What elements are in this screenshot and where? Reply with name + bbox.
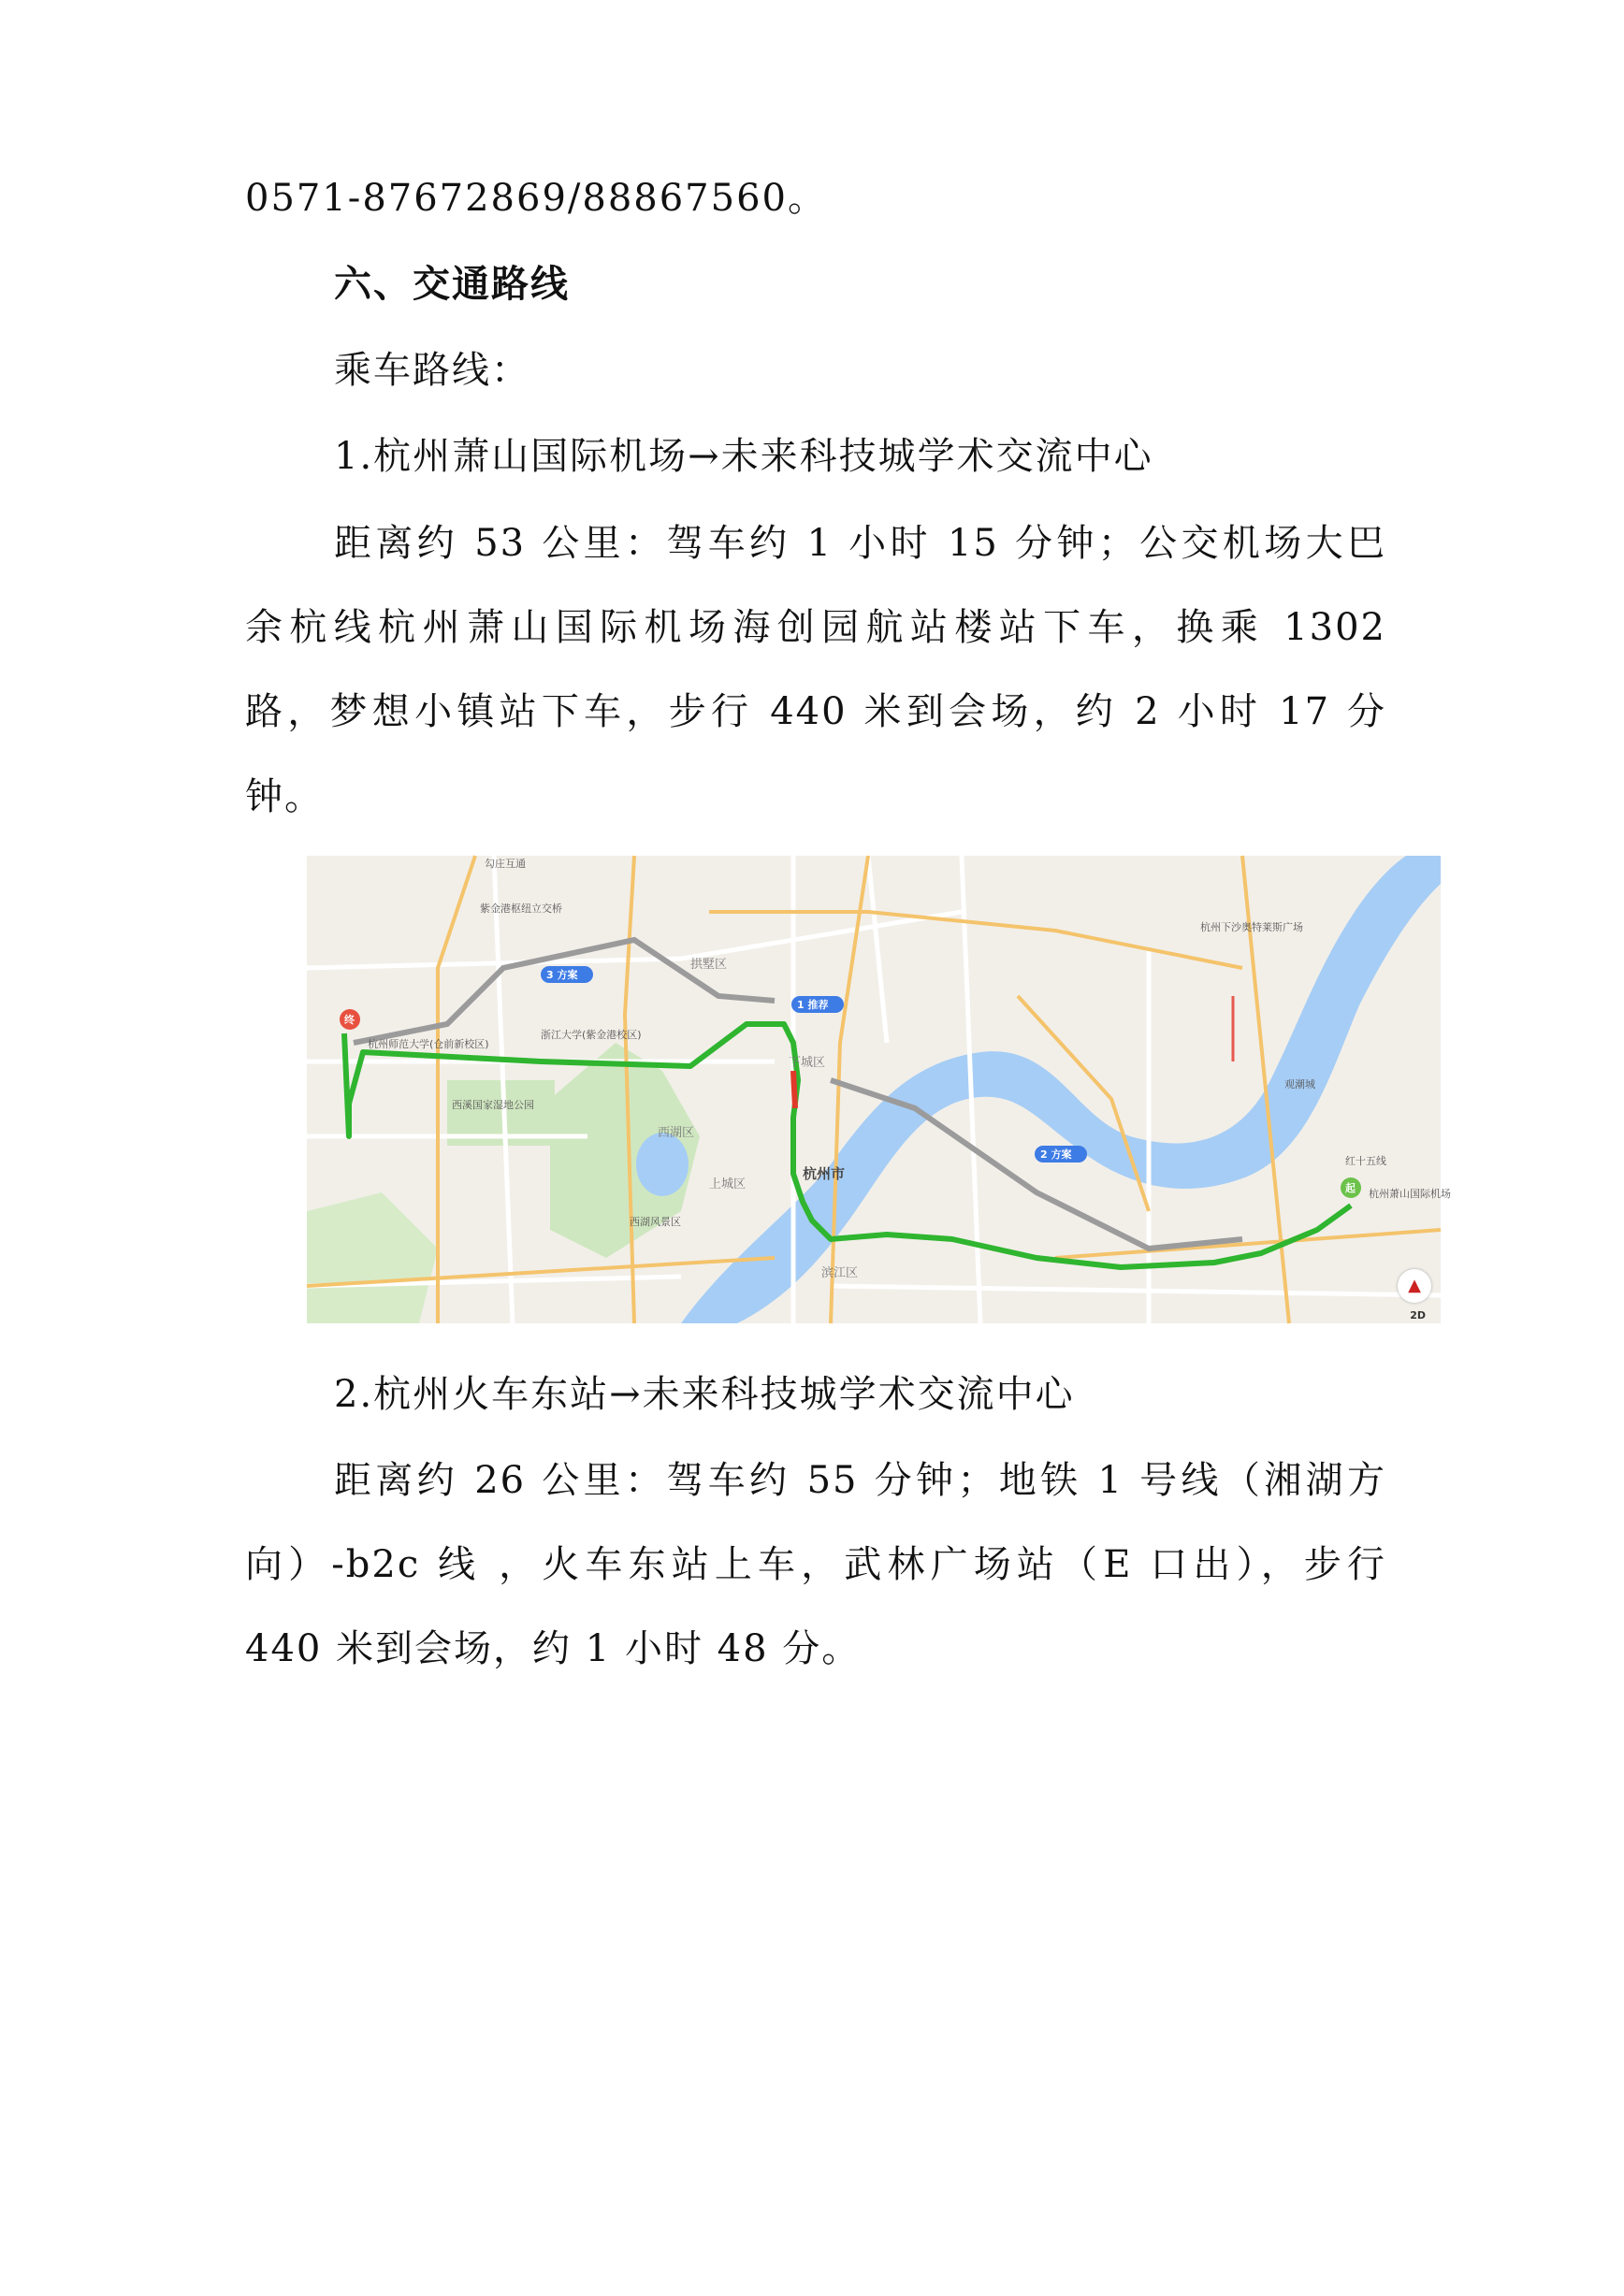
contact-phone: 0571-87672869/88867560。 <box>245 177 827 220</box>
route2-line-2: 向）-b2c 线 ，火车东站上车，武林广场站（E 口出），步行 <box>245 1543 1386 1586</box>
west-lake <box>636 1133 689 1196</box>
xiasha-label: 杭州下沙奥特莱斯广场 <box>1200 921 1303 933</box>
dest-marker-label: 终 <box>344 1014 355 1026</box>
hongshiwu-label: 红十五线 <box>1345 1155 1386 1167</box>
shangcheng-label: 上城区 <box>709 1177 747 1191</box>
west-hills <box>307 1192 438 1323</box>
compass-icon[interactable]: ▲ <box>1398 1269 1431 1303</box>
airport-label: 杭州萧山国际机场 <box>1369 1188 1451 1200</box>
binjiang-label: 滨江区 <box>821 1266 859 1280</box>
xihu-scenic-label: 西湖风景区 <box>630 1216 681 1228</box>
section-heading: 六、交通路线 <box>334 263 570 306</box>
route1-line-2: 余杭线杭州萧山国际机场海创园航站楼站下车，换乘 1302 <box>245 606 1386 649</box>
school-label: 杭州师范大学(仓前新校区) <box>368 1038 489 1050</box>
route2-line-1: 距离约 26 公里：驾车约 55 分钟；地铁 1 号线（湘湖方 <box>334 1459 1386 1502</box>
plan3-label: 3 方案 <box>546 969 578 981</box>
route2-line-3: 440 米到会场，约 1 小时 48 分。 <box>245 1627 862 1670</box>
zju-label: 浙江大学(紫金港校区) <box>541 1029 642 1041</box>
route-map <box>307 856 1451 1323</box>
start-marker-label: 起 <box>1345 1182 1356 1194</box>
route2-title: 2.杭州火车东站→未来科技城学术交流中心 <box>334 1373 1075 1416</box>
route1-title: 1.杭州萧山国际机场→未来科技城学术交流中心 <box>334 435 1153 478</box>
plan1-label: 1 推荐 <box>797 999 829 1011</box>
xihu-district-label: 西湖区 <box>658 1126 695 1140</box>
map-canvas <box>307 856 1451 1323</box>
plan2-label: 2 方案 <box>1040 1148 1072 1161</box>
xiacheng-label: 下城区 <box>789 1056 826 1070</box>
gouzhuang-label: 勾庄互通 <box>485 858 526 870</box>
congestion-segment <box>793 1071 795 1108</box>
gongshu-label: 拱墅区 <box>690 958 728 972</box>
guanchao-label: 观潮城 <box>1284 1078 1315 1090</box>
sub-heading: 乘车路线： <box>334 349 530 392</box>
route1-line-1: 距离约 53 公里：驾车约 1 小时 15 分钟；公交机场大巴 <box>334 522 1386 565</box>
city-label: 杭州市 <box>803 1165 846 1182</box>
route1-line-4: 钟。 <box>245 775 324 818</box>
xixi-label: 西溪国家湿地公园 <box>452 1099 534 1111</box>
map-mode-toggle[interactable]: 2D <box>1410 1309 1426 1321</box>
route1-line-3: 路，梦想小镇站下车，步行 440 米到会场，约 2 小时 17 分 <box>245 690 1386 733</box>
zijingang-label: 紫金港枢纽立交桥 <box>480 903 562 915</box>
